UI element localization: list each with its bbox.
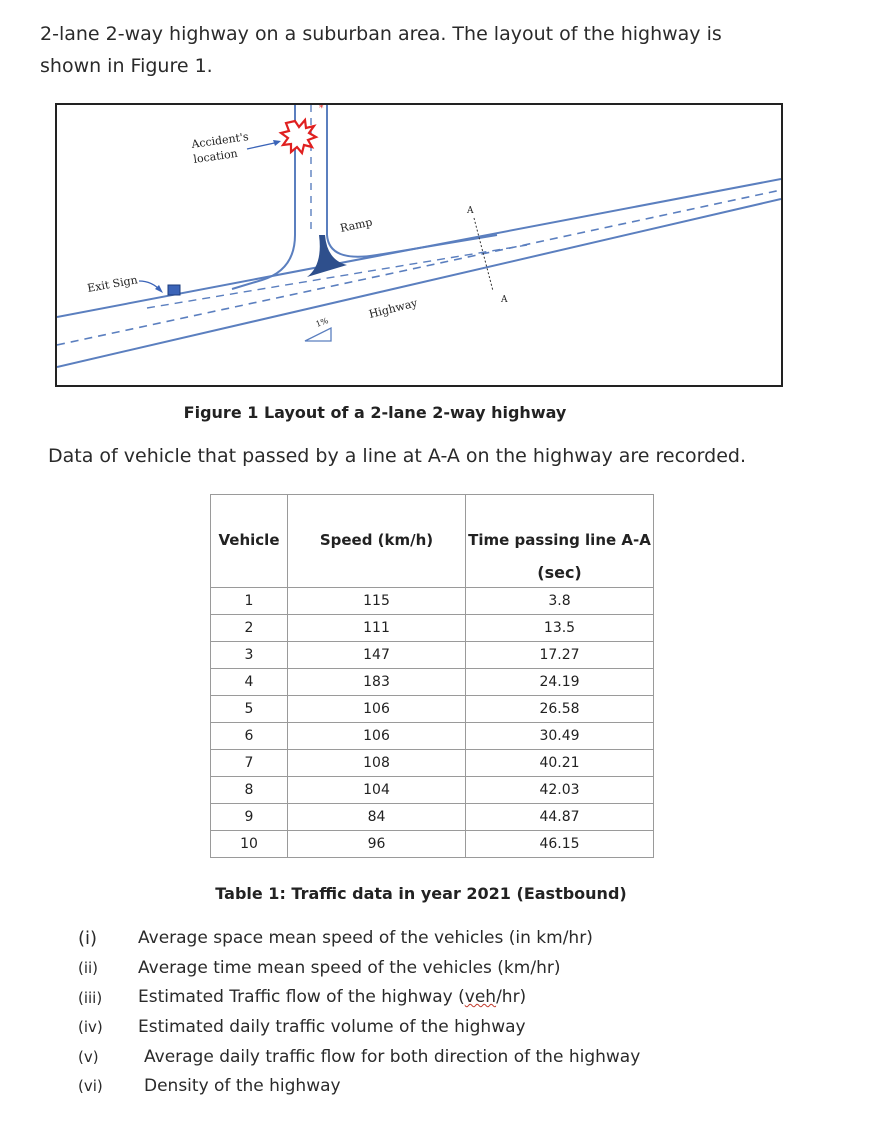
cell-vehicle: 8 bbox=[211, 777, 288, 804]
question-text: Estimated daily traffic volume of the highway bbox=[138, 1017, 526, 1037]
question-number: (i) bbox=[78, 928, 98, 949]
cell-time: 26.58 bbox=[466, 696, 654, 723]
question-text bbox=[138, 987, 526, 1007]
question-number: (iii) bbox=[78, 989, 103, 1007]
table-row bbox=[211, 615, 654, 642]
cell-speed: 104 bbox=[288, 777, 466, 804]
cell-speed: 96 bbox=[288, 831, 466, 858]
section-line-a-a bbox=[474, 218, 493, 291]
highway-label: Highway bbox=[367, 296, 419, 321]
table-row bbox=[211, 669, 654, 696]
highway-lane-dashed-line bbox=[147, 245, 527, 308]
table-row bbox=[211, 696, 654, 723]
table-header-row bbox=[211, 495, 654, 588]
grade-label: 1% bbox=[314, 316, 330, 329]
table-body bbox=[211, 588, 654, 858]
cell-speed: 108 bbox=[288, 750, 466, 777]
intro-line-1: 2-lane 2-way highway on a suburban area. The layout of the highway is bbox=[40, 23, 722, 45]
cell-vehicle: 5 bbox=[211, 696, 288, 723]
question-text: Average space mean speed of the vehicles (in km/hr) bbox=[138, 928, 593, 948]
cell-speed: 183 bbox=[288, 669, 466, 696]
figure-caption: Figure 1 Layout of a 2-lane 2-way highway bbox=[183, 403, 567, 422]
table-row bbox=[211, 804, 654, 831]
exit-sign-label: Exit Sign bbox=[86, 273, 139, 295]
cell-speed: 115 bbox=[288, 588, 466, 615]
cell-vehicle: 2 bbox=[211, 615, 288, 642]
cell-time: 40.21 bbox=[466, 750, 654, 777]
header-vehicle: Vehicle bbox=[211, 495, 288, 588]
table-row bbox=[211, 777, 654, 804]
cell-time: 30.49 bbox=[466, 723, 654, 750]
section-label-top: A bbox=[467, 206, 474, 216]
highway-layout-svg bbox=[57, 105, 781, 385]
question-number: (v) bbox=[78, 1048, 99, 1066]
question-number: (ii) bbox=[78, 959, 99, 977]
figure-1-layout-diagram bbox=[55, 103, 783, 387]
exit-sign-icon bbox=[168, 285, 180, 295]
ramp-gore-nose bbox=[307, 235, 347, 277]
table-row bbox=[211, 831, 654, 858]
accident-label-line-1: Accident's bbox=[190, 130, 250, 151]
cell-vehicle: 3 bbox=[211, 642, 288, 669]
ramp-right-edge bbox=[327, 105, 497, 257]
cell-time: 3.8 bbox=[466, 588, 654, 615]
header-time: Time passing line A-A (sec) bbox=[466, 495, 654, 588]
cell-time: 42.03 bbox=[466, 777, 654, 804]
highway-centre-dashed-line bbox=[57, 190, 781, 345]
intro-paragraph bbox=[40, 18, 830, 82]
table-row bbox=[211, 750, 654, 777]
cell-vehicle: 6 bbox=[211, 723, 288, 750]
table-row bbox=[211, 723, 654, 750]
accident-label-line-2: location bbox=[192, 146, 239, 166]
table-caption: Table 1: Traffic data in year 2021 (Eastbound) bbox=[215, 884, 627, 903]
cell-speed: 84 bbox=[288, 804, 466, 831]
highway-lower-edge bbox=[57, 199, 781, 367]
question-text: Average daily traffic flow for both direction of the highway bbox=[144, 1047, 641, 1067]
ramp-label: Ramp bbox=[338, 215, 374, 235]
table-row bbox=[211, 588, 654, 615]
cell-speed: 147 bbox=[288, 642, 466, 669]
header-speed: Speed (km/h) bbox=[288, 495, 466, 588]
question-text-pre: Estimated Traffic flow of the highway ( bbox=[138, 987, 465, 1007]
data-description-sentence: Data of vehicle that passed by a line at A-A on the highway are recorded. bbox=[48, 445, 746, 467]
cell-speed: 106 bbox=[288, 723, 466, 750]
question-text: Average time mean speed of the vehicles (km/hr) bbox=[138, 958, 561, 978]
question-text-underlined: veh bbox=[464, 987, 497, 1007]
grade-triangle-icon bbox=[305, 328, 331, 341]
cell-speed: 111 bbox=[288, 615, 466, 642]
question-number: (iv) bbox=[78, 1018, 103, 1036]
svg-text:*: * bbox=[319, 105, 324, 114]
traffic-data-table bbox=[210, 494, 654, 858]
section-label-bottom: A bbox=[501, 295, 508, 305]
cell-vehicle: 10 bbox=[211, 831, 288, 858]
cell-time: 17.27 bbox=[466, 642, 654, 669]
question-text-post: /hr) bbox=[496, 987, 527, 1007]
cell-speed: 106 bbox=[288, 696, 466, 723]
question-number: (vi) bbox=[78, 1077, 103, 1095]
table-row bbox=[211, 642, 654, 669]
cell-time: 13.5 bbox=[466, 615, 654, 642]
cell-vehicle: 9 bbox=[211, 804, 288, 831]
cell-vehicle: 7 bbox=[211, 750, 288, 777]
intro-line-2: shown in Figure 1. bbox=[40, 55, 213, 77]
cell-time: 44.87 bbox=[466, 804, 654, 831]
cell-vehicle: 4 bbox=[211, 669, 288, 696]
cell-vehicle: 1 bbox=[211, 588, 288, 615]
cell-time: 46.15 bbox=[466, 831, 654, 858]
cell-time: 24.19 bbox=[466, 669, 654, 696]
question-text: Density of the highway bbox=[144, 1076, 341, 1096]
